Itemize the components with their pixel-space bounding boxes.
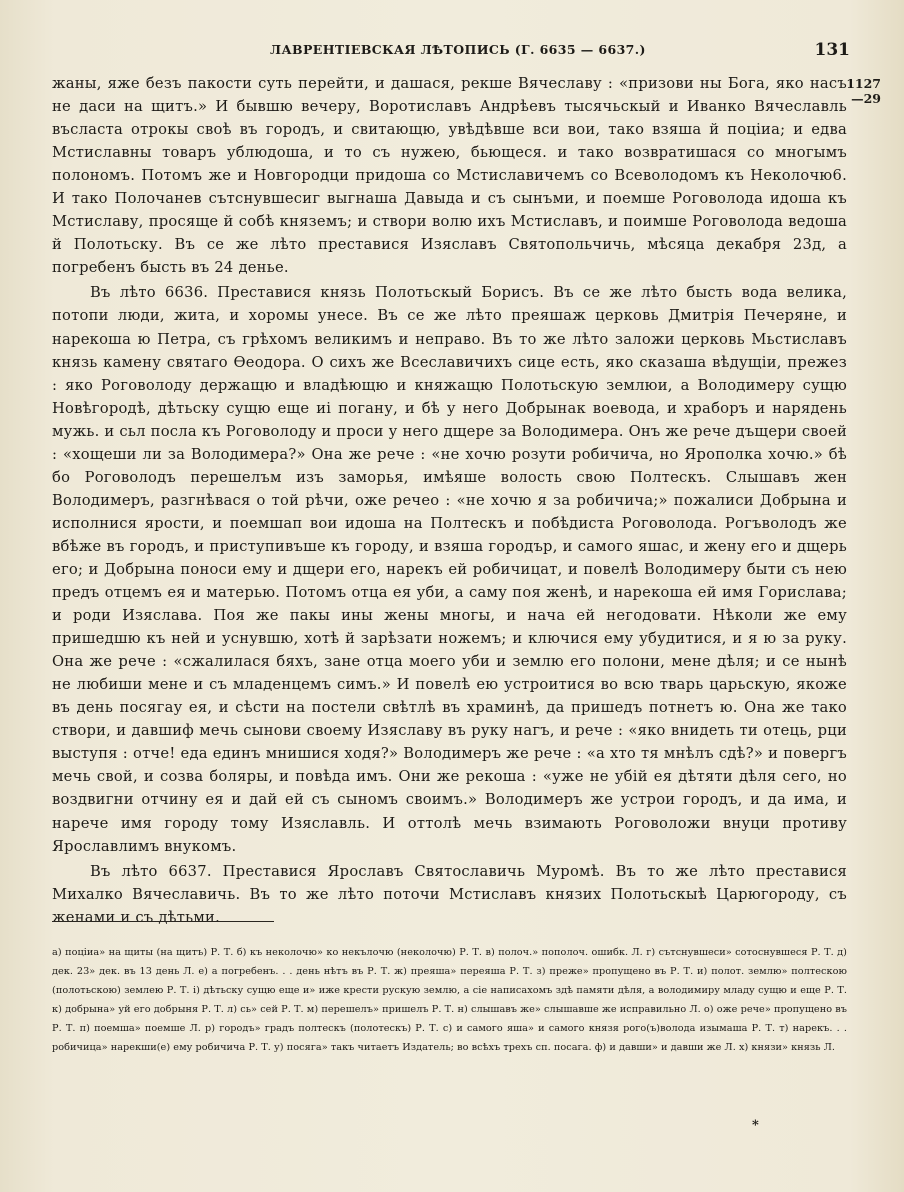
footnote-separator — [52, 921, 274, 922]
marginal-year-text: 1127 —29 — [846, 76, 881, 106]
marginal-year-range — [843, 76, 881, 106]
running-head — [60, 40, 850, 62]
paragraph-year-6637: Въ лѣто 6637. Преставися Ярославъ Святославичь Муромѣ. Въ то же лѣто преставися Михалко Вячеславичь. Въ то же лѣто поточи Мстиславъ князих Полотьскыѣ Царюгороду, съ женами и съ дѣтьми. — [52, 862, 847, 926]
paragraph-continuation: жаны, яже безъ пакости суть перейти, и дашася, рекше Вячеславу : «призови ны Бога, яко насъ не даси на щитъ.» И бывшю вечеру, Воротиславъ Андрѣевъ тысячьскый и Иванко Вячеславль въсласта отрокы своѣ въ городъ, и свитающю, увѣдѣвше вси вои, тако взяша й поціиа; и едва Мстиславны товаръ ублюдоша, и то съ нужею, бьющеся. и тако возвратишася со многымъ полономъ. Потомъ же и Новгородци придоша со Мстиславичемъ со Всеволодомъ къ Неколочю6. И тако Полочанев сътснувшесиг выгнаша Давыда и съ сынъми, и поемше Роговолода идоша къ Мстиславу, просяще й собѣ княземъ; и створи волю ихъ Мстиславъ, и поимше Роговолода ведоша й Полотьску. Въ се же лѣто преставися Изяславъ Святопольчичь, мѣсяца декабря 23д, а погребенъ бысть въ 24 деньe. — [52, 75, 847, 277]
end-mark: * — [752, 1118, 759, 1133]
footnotes-text: а) поціиа» на щиты (на щитъ) Р. Т. б) къ неколочю» ко некълочю (неколочю) Р. Т. в) полоч.» пополоч. ошибк. Л. г) сътснувшеси» сотоснувшеся Р. Т. д) дек. 23» дек. въ 13 день Л. е) а погребенъ. . . день нѣтъ въ Р. Т. ж) преяша» переяша Р. Т. з) преже» пропущено въ Р. Т. и) полот. землю» полтескою (полотьскою) землею Р. Т. і) дѣтьску сущю еще и» иже крести рускую землю, а сіе написахомъ здѣ памяти дѣля, а володимиру младу сущю и еще Р. Т. к) добрына» уй его добрыня Р. Т. л) сь» сей Р. Т. м) перешелъ» пришелъ Р. Т. н) слышавъ же» слышавше же исправильно Л. о) оже рече» пропущено въ Р. Т. п) поемша» поемше Л. р) городъ» градъ полтескъ (полотескъ) Р. Т. с) и самого яша» и самого князя рого(ъ)волода изымаша Р. Т. т) нарекъ. . . робичица» нарекши(е) ему робичича Р. Т. у) посяга» такъ читаетъ Издатель; во всѣхъ трехъ сп. посага. ф) и давши» и давши же Л. х) князи» князь Л. — [52, 947, 847, 1054]
footnotes — [52, 943, 847, 1058]
chronicle-text — [52, 72, 847, 929]
page-number: 131 — [814, 40, 850, 60]
running-title: ЛАВРЕНТІЕВСКАЯ ЛѢТОПИСЬ (Г. 6635 — 6637.) — [270, 42, 646, 57]
paragraph-year-6636: Въ лѣто 6636. Преставися князь Полотьскый Борисъ. Въ се же лѣто бысть вода велика, потопи люди, жита, и хоромы унесе. Въ се же лѣто преяшаж церковь Дмитрія Печеряне, и нарекоша ю Петра, съ грѣхомъ великимъ и неправо. Въ то же лѣто заложи церковь Мьстиславъ князь камену святаго Ѳеодора. О сихъ же Всеславичихъ сице есть, яко сказаша вѣдущіи, прежез : яко Роговолоду держащю и владѣющю и княжащю Полотьскую землюи, а Володимеру сущю Новѣгородѣ, дѣтьску сущю еще иі погану, и бѣ у него Добрынак воевода, и храборъ и нарядень мужь. и сьл посла къ Роговолоду и проси у него дщере за Володимера. Онъ же рече дъщери своей : «хощеши ли за Володимера?» Она же рече : «не хочю розути робичича, но Ярополка хочю.» бѣ бо Роговолодъ перешелъм изъ заморья, имѣяше волость свою Полтескъ. Слышавъ жен Володимеръ, разгнѣвася о той рѣчи, оже речеo : «не хочю я за робичича;» пожалиси Добрына и исполнися ярости, и поемшап вои идоша на Полтескъ и побѣдиста Роговолода. Рогъволодъ же вбѣже въ городъ, и приступивъше къ городу, и взяша городър, и самого яшас, и жену его и дщерь его; и Добрына поноси ему и дщери его, нарекъ ей робичицат, и повелѣ Володимеру быти съ нею предъ отцемъ ея и матерью. Потомъ отца ея уби, а саму поя женѣ, и нарекоша ей имя Горислава; и роди Изяслава. Поя же пакы ины жены многы, и нача ей негодовати. Нѣколи же ему пришедшю къ ней и уснувшю, хотѣ й зарѣзати ножемъ; и ключися ему убудитися, и я ю за руку. Она же рече : «сжалилася бяхъ, зане отца моего уби и землю его полони, мене дѣля; и се нынѣ не любиши мене и съ младенцемъ симъ.» И повелѣ ею устроитися во всю тварь царьскую, якоже въ день посягау ея, и сѣсти на постели свѣтлѣ въ храминѣ, да пришедъ потнетъ ю. Она же тако створи, и давшиф мечь сынови своему Изяславу въ руку нагъ, и рече : «яко внидеть ти отець, рци выступя : отче! еда единъ мнишися ходя?» Володимеръ же рече : «а хто тя мнѣлъ сдѣ?» и повергъ мечь свой, и созва боляры, и повѣда имъ. Они же рекоша : «уже не убій ея дѣтяти дѣля сего, но воздвигни отчину ея и дай ей съ сыномъ своимъ.» Володимеръ же устрои городъ, и да има, и нарече имя городу тому Изяславль. И оттолѣ мечь взимають Роговоложи внуци противу Ярославлимъ внукомъ. — [52, 284, 847, 855]
